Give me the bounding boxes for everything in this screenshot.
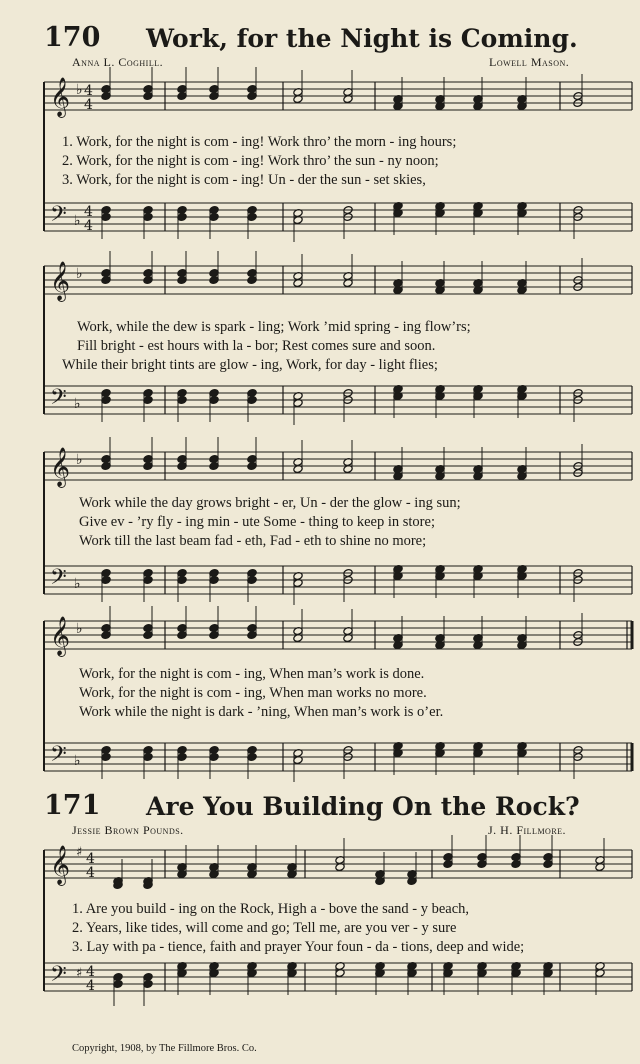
lyric-line: Fill bright - est hours with la - bor; Rest comes sure and soon. (77, 338, 436, 354)
svg-text:𝄞: 𝄞 (50, 447, 71, 487)
lyric-line: 2. Years, like tides, will come and go; Tell me, are you ver - y sure (72, 920, 457, 936)
svg-text:𝄢: 𝄢 (50, 565, 67, 595)
svg-text:4: 4 (84, 83, 93, 99)
svg-text:𝄢: 𝄢 (50, 385, 67, 415)
svg-text:𝄞: 𝄞 (50, 261, 71, 301)
svg-text:𝄢: 𝄢 (50, 742, 67, 772)
author-credit: Jessie Brown Pounds. (72, 823, 184, 837)
svg-text:𝄞: 𝄞 (50, 77, 71, 117)
lyric-line: 1. Are you build - ing on the Rock, High a - bove the sand - y beach, (72, 901, 470, 917)
svg-text:4: 4 (86, 978, 95, 994)
hymn-number: 171 (44, 790, 101, 821)
author-credit: Anna L. Coghill. (72, 55, 164, 69)
lyric-line: Give ev - ’ry fly - ing min - ute Some - thing to keep in store; (79, 514, 435, 530)
svg-text:𝄢: 𝄢 (50, 202, 67, 232)
svg-text:4: 4 (86, 851, 95, 867)
svg-text:4: 4 (86, 865, 95, 881)
lyric-line: 1. Work, for the night is com - ing! Work thro’ the morn - ing hours; (62, 134, 457, 150)
svg-text:♭: ♭ (74, 576, 81, 592)
svg-text:4: 4 (84, 218, 93, 234)
svg-text:♭: ♭ (76, 266, 83, 282)
lyric-line: Work till the last beam fad - eth, Fad - eth to shine no more; (79, 533, 427, 549)
lyric-line: 2. Work, for the night is com - ing! Work thro’ the sun - ny noon; (62, 153, 439, 169)
svg-text:♭: ♭ (74, 213, 81, 229)
svg-text:♭: ♭ (76, 82, 83, 98)
svg-text:4: 4 (84, 204, 93, 220)
svg-text:♯: ♯ (76, 845, 83, 860)
composer-credit: J. H. Fillmore. (488, 823, 567, 837)
svg-text:♭: ♭ (74, 396, 81, 412)
svg-text:𝄞: 𝄞 (50, 616, 71, 656)
svg-text:4: 4 (84, 97, 93, 113)
lyric-line: While their bright tints are glow - ing, Work, for day - light flies; (62, 357, 438, 373)
lyric-line: Work while the day grows bright - er, Un - der the glow - ing sun; (79, 495, 461, 511)
lyric-line: 3. Lay with pa - tience, faith and prayer Your foun - da - tions, deep and wide; (72, 939, 525, 955)
copyright-notice: Copyright, 1908, by The Fillmore Bros. Co. (72, 1043, 257, 1054)
svg-text:𝄢: 𝄢 (50, 962, 67, 992)
svg-text:♯: ♯ (76, 966, 83, 981)
hymn-number: 170 (44, 22, 101, 53)
lyric-line: Work, for the night is com - ing, When man works no more. (79, 685, 427, 701)
lyric-line: 3. Work, for the night is com - ing! Un - der the sun - set skies, (62, 172, 426, 188)
composer-credit: Lowell Mason. (489, 55, 570, 69)
svg-text:♭: ♭ (76, 621, 83, 637)
hymn-title: Work, for the Night is Coming. (146, 24, 578, 53)
svg-text:𝄞: 𝄞 (50, 845, 71, 885)
lyric-line: Work, while the dew is spark - ling; Work ’mid spring - ing flow’rs; (77, 319, 471, 335)
hymn-title: Are You Building On the Rock? (146, 792, 580, 821)
svg-text:4: 4 (86, 964, 95, 980)
svg-text:♭: ♭ (74, 753, 81, 769)
lyric-line: Work, for the night is com - ing, When man’s work is done. (79, 666, 425, 682)
svg-text:♭: ♭ (76, 452, 83, 468)
lyric-line: Work while the night is dark - ’ning, When man’s work is o’er. (79, 704, 444, 720)
